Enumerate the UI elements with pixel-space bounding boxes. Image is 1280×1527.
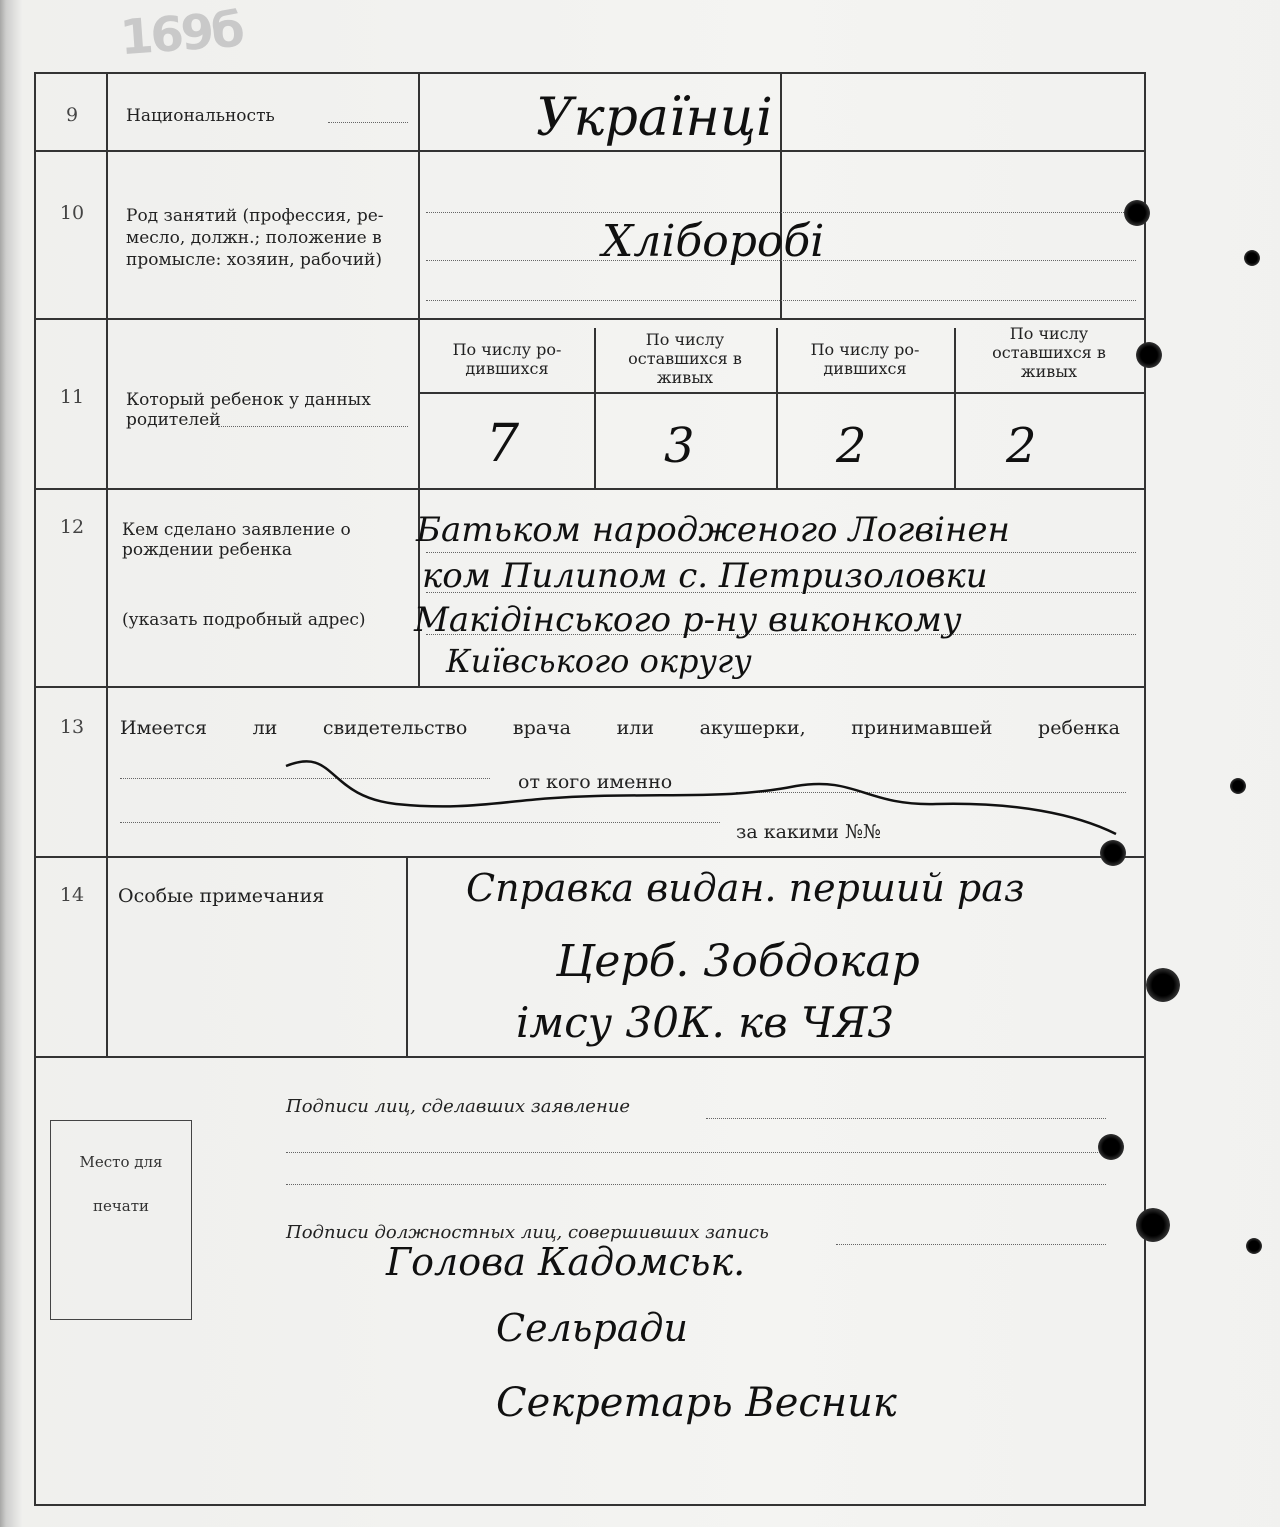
label-cell — [108, 488, 420, 686]
declarant-label-line: Кем сделано заявление о — [122, 520, 351, 540]
label-cell — [108, 150, 420, 318]
declarant-value-line: Батьком народженого Логвінен — [416, 510, 1010, 550]
which-numbers-label: за какими №№ — [736, 821, 881, 843]
punch-hole-icon — [1246, 1238, 1262, 1254]
row-number: 12 — [59, 516, 85, 538]
row-occupation — [36, 150, 1144, 320]
row-medical-certificate — [36, 686, 1144, 858]
col-header-line: живых — [1020, 362, 1078, 381]
punch-hole-icon — [1136, 1208, 1170, 1242]
write-line — [426, 300, 1136, 301]
official-signature-line: Секретарь Весник — [496, 1380, 897, 1426]
punch-hole-icon — [1146, 968, 1180, 1002]
stamp-place — [50, 1120, 192, 1320]
occupation-label-line: промысле: хозяин, рабочий) — [126, 250, 383, 270]
signature-line — [286, 1184, 1106, 1185]
punch-hole-icon — [1136, 342, 1162, 368]
special-notes-line: імсу 30К. кв ЧЯ3 — [516, 998, 895, 1047]
special-notes-label: Особые примечания — [118, 885, 325, 907]
nationality-value: Українці — [536, 88, 773, 148]
declarant-value-line: ком Пилипом с. Петризоловки — [422, 556, 988, 596]
occupation-value: Хліборобі — [602, 216, 825, 267]
stamp-label-line: Место для — [79, 1153, 163, 1171]
declarant-value-line: Макідінського р-ну виконкому — [414, 600, 962, 640]
write-line — [426, 552, 1136, 553]
child-order-label-line: родителей — [126, 410, 221, 430]
row-number: 10 — [59, 202, 85, 224]
col-header-line: дившихся — [465, 359, 549, 378]
row-declarant — [36, 488, 1144, 688]
write-line — [426, 212, 1136, 213]
column-divider — [780, 74, 782, 150]
subheader-divider — [420, 392, 1144, 394]
record-form — [34, 72, 1146, 1506]
occupation-label-line: месло, должн.; положение в — [126, 228, 382, 248]
col-header-line: живых — [656, 368, 714, 387]
label-cell — [108, 856, 408, 1056]
row-child-order — [36, 318, 1144, 490]
label-leader — [328, 122, 408, 123]
child-count-value: 2 — [836, 418, 867, 474]
address-label: (указать подробный адрес) — [122, 610, 366, 630]
col-header-line: оставшихся в — [628, 349, 742, 368]
col-header-line: По числу ро- — [452, 340, 562, 359]
col-header-line: По числу — [645, 330, 725, 349]
row-number-cell — [36, 74, 108, 150]
row-nationality — [36, 74, 1144, 152]
row-number-cell — [36, 488, 108, 686]
row-special-notes — [36, 856, 1144, 1058]
signature-line — [706, 1118, 1106, 1119]
col-header-line: дившихся — [823, 359, 907, 378]
row-number: 13 — [59, 716, 85, 738]
col-header-line: По числу ро- — [810, 340, 920, 359]
col-header-line: По числу — [1009, 324, 1089, 343]
child-count-value: 2 — [1006, 418, 1037, 474]
row-number-cell — [36, 318, 108, 488]
officials-signature-label: Подписи должностных лиц, совершивших запись — [286, 1222, 769, 1243]
col-header-line: оставшихся в — [992, 343, 1106, 362]
row-number: 11 — [59, 386, 85, 408]
child-order-label-line: Который ребенок у данных — [126, 390, 371, 410]
official-signature-line: Голова Кадомськ. — [386, 1240, 746, 1284]
dash-stroke — [36, 686, 1144, 856]
row-number: 14 — [59, 884, 85, 906]
punch-hole-icon — [1230, 778, 1246, 794]
occupation-label-line: Род занятий (профессия, ре- — [126, 206, 384, 226]
label-cell — [108, 74, 420, 150]
punch-hole-icon — [1098, 1134, 1124, 1160]
applicants-signature-label: Подписи лиц, сделавших заявление — [286, 1096, 631, 1117]
col-header-living — [954, 324, 1144, 381]
stamp-label-line: печати — [92, 1197, 150, 1215]
medical-certificate-label: Имеется ли свидетельство врача или акушерки, принимавшей ребенка — [120, 717, 1120, 739]
special-notes-line: Церб. 3обдокар — [556, 936, 920, 987]
punch-hole-icon — [1100, 840, 1126, 866]
special-notes-line: Справка видан. перший раз — [466, 866, 1025, 910]
declarant-value-line: Київського округу — [446, 642, 752, 680]
row-number-cell — [36, 856, 108, 1056]
label-leader — [218, 426, 408, 427]
from-whom-label: от кого именно — [518, 771, 673, 793]
nationality-label: Национальность — [126, 106, 275, 126]
col-header-born — [420, 340, 594, 378]
child-count-value: 3 — [664, 418, 695, 474]
signature-line — [286, 1152, 1106, 1153]
page-number: 169б — [118, 1, 244, 67]
declarant-label-line: рождении ребенка — [122, 540, 293, 560]
signature-line — [836, 1244, 1106, 1245]
punch-hole-icon — [1124, 200, 1150, 226]
row-number-cell — [36, 150, 108, 318]
punch-hole-icon — [1244, 250, 1260, 266]
label-cell — [108, 318, 420, 488]
col-header-born — [776, 340, 954, 378]
col-header-living — [594, 330, 776, 387]
child-count-value: 7 — [486, 414, 520, 474]
row-number: 9 — [65, 104, 79, 126]
official-signature-line: Сельради — [496, 1306, 688, 1350]
